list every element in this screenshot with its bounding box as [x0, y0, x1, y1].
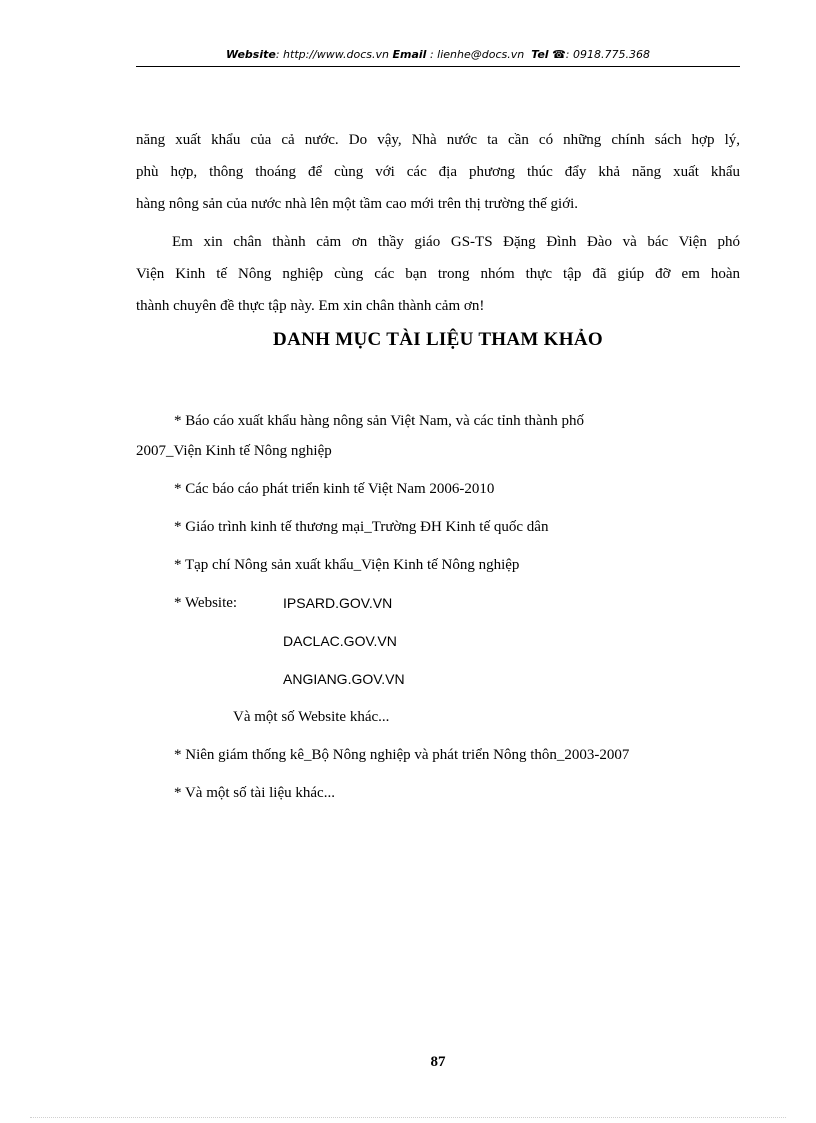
- reference-website-3[interactable]: ANGIANG.GOV.VN: [283, 671, 405, 687]
- reference-website-1[interactable]: IPSARD.GOV.VN: [283, 595, 393, 611]
- paragraph-line: hàng nông sản của nước nhà lên một tầm cao mới trên thị trường thế giới.: [136, 196, 579, 212]
- paragraph-line: thành chuyên đề thực tập này. Em xin chân thành cảm ơn!: [136, 298, 485, 314]
- reference-other-websites: Và một số Website khác...: [233, 709, 390, 725]
- reference-website-2[interactable]: DACLAC.GOV.VN: [283, 633, 397, 649]
- telephone-icon: ☎: [552, 48, 566, 61]
- references-title: DANH MỤC TÀI LIỆU THAM KHẢO: [273, 329, 603, 350]
- reference-item-4: * Tạp chí Nông sản xuất khẩu_Viện Kinh tế Nông nghiệp: [174, 557, 520, 573]
- reference-item-1-line1: * Báo cáo xuất khẩu hàng nông sản Việt Nam, và các tỉnh thành phố: [174, 413, 584, 429]
- header-email-value[interactable]: : lienhe@docs.vn: [429, 48, 525, 61]
- paragraph-thanks: [136, 226, 740, 322]
- paragraph-line: Viện Kinh tế Nông nghiệp cùng các bạn trong nhóm thực tập đã giúp đỡ em hoàn: [136, 266, 740, 282]
- header-tel-value: : 0918.775.368: [565, 48, 650, 61]
- reference-item-5: * Niên giám thống kê_Bộ Nông nghiệp và phát triển Nông thôn_2003-2007: [174, 747, 630, 763]
- header-website-value[interactable]: : http://www.docs.vn: [275, 48, 390, 61]
- header-divider: [136, 66, 740, 67]
- reference-item-1-line2: 2007_Viện Kinh tế Nông nghiệp: [136, 443, 332, 459]
- page-header: [136, 47, 740, 63]
- reference-item-3: * Giáo trình kinh tế thương mại_Trường ĐH Kinh tế quốc dân: [174, 519, 549, 535]
- header-email-label: Email: [392, 48, 427, 61]
- page-number: 87: [430, 1054, 446, 1070]
- paragraph-conclusion: [136, 124, 740, 220]
- reference-website-label: * Website:: [174, 595, 238, 611]
- paragraph-line: phù hợp, thông thoáng để cùng với các địa phương thúc đẩy khả năng xuất khẩu: [136, 164, 740, 180]
- header-website-label: Website: [226, 48, 276, 61]
- page-bottom-edge: [30, 1117, 786, 1118]
- reference-item-2: * Các báo cáo phát triển kinh tế Việt Nam 2006-2010: [174, 481, 495, 497]
- reference-item-6: * Và một số tài liệu khác...: [174, 785, 335, 801]
- paragraph-line: năng xuất khẩu của cả nước. Do vậy, Nhà nước ta cần có những chính sách hợp lý,: [136, 132, 740, 148]
- header-tel-label: Tel: [531, 48, 549, 61]
- paragraph-line: Em xin chân thành cảm ơn thầy giáo GS-TS Đặng Đình Đào và bác Viện phó: [172, 234, 740, 250]
